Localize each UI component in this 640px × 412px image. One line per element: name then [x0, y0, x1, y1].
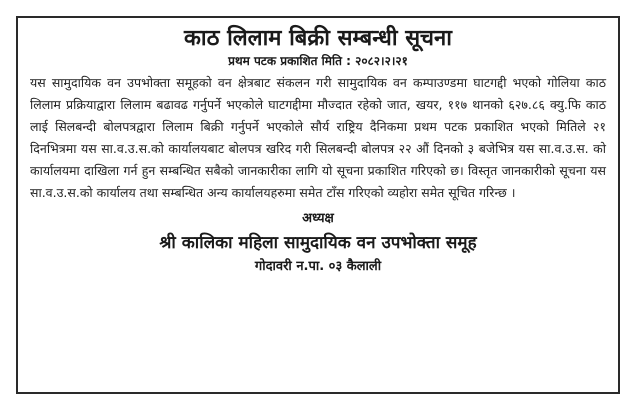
organization-address: गोदावरी न.पा. ०३ कैलाली	[254, 259, 382, 274]
notice-body: यस सामुदायिक वन उपभोक्ता समूहको वन क्षेत्रबाट संकलन गरी सामुदायिक वन कम्पाउण्डमा घाटगद्दी भएको गोलिया काठ लिलाम प्रक्रियाद्वारा लिलाम बढावढ गर्नुपर्ने भएकोले घाटगद्दीमा मौज्दात रहेको जात, खयर, ११७ थानको ६२७.८६ क्यु.फि काठ लाई सिलबन्दी बोलपत्रद्वारा लिलाम बिक्री गर्नुपर्ने भएकोले सौर्य राष्ट्रिय दैनिकमा प्रथम पटक प्रकाशित भएको मितिले २१ दिनभित्रमा यस सा.व.उ.स.को कार्यालयबाट बोलपत्र खरिद गरी सिलबन्दी बोलपत्र २२ औं दिनको ३ बजेभित्र यस सा.व.उ.स. को कार्यालयमा दाखिला गर्न हुन सम्बन्धित सबैको जानकारीका लागि यो सूचना प्रकाशित गरिएको छ। विस्तृत जानकारीको सूचना यस सा.व.उ.स.को कार्यालय तथा सम्बन्धित अन्य कार्यालयहरुमा समेत टाँस गरिएको व्यहोरा समेत सूचित गरिन्छ ।	[30, 75, 606, 200]
organization-name: श्री कालिका महिला सामुदायिक वन उपभोक्ता समूह	[159, 233, 477, 253]
notice-title: काठ लिलाम बिक्री सम्बन्धी सूचना	[184, 25, 452, 51]
signatory-role: अध्यक्ष	[302, 211, 334, 226]
notice-frame	[16, 16, 620, 394]
publish-date: प्रथम पटक प्रकाशित मिति : २०८२।२।२१	[228, 54, 408, 68]
